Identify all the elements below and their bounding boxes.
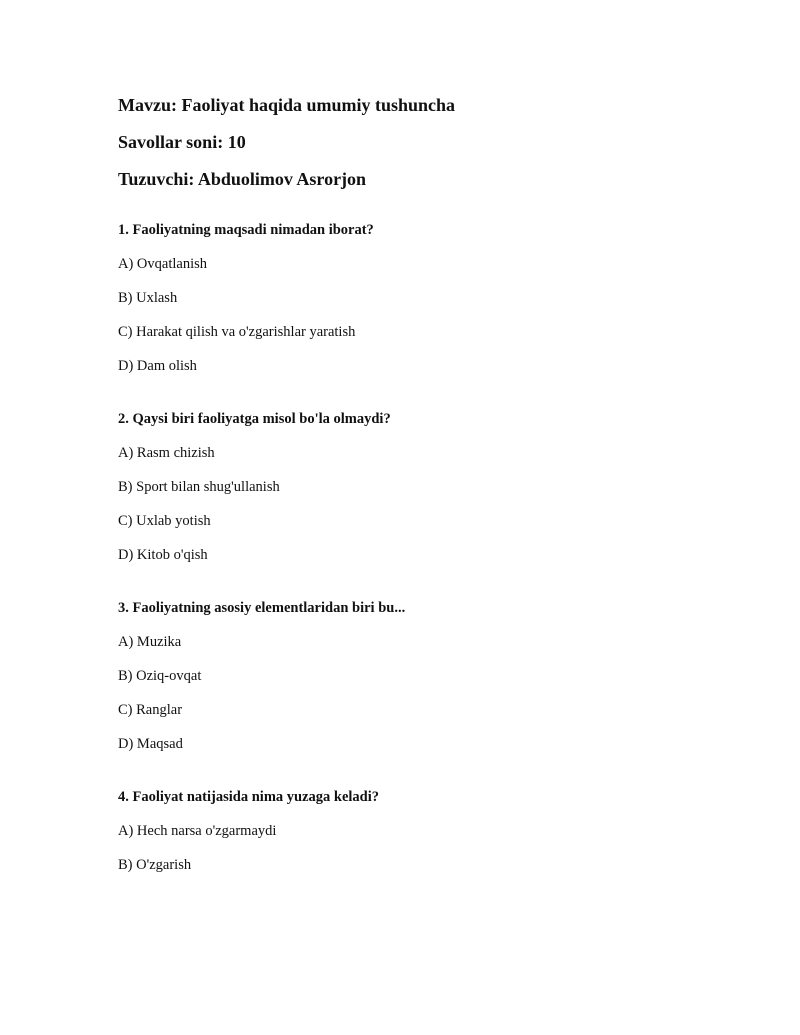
author-heading: Tuzuvchi: Abduolimov Asrorjon	[118, 169, 367, 189]
question-title: 1. Faoliyatning maqsadi nimadan iborat?	[118, 222, 374, 238]
option-b: B) Oziq-ovqat	[118, 668, 202, 684]
question-title: 4. Faoliyat natijasida nima yuzaga keladi?	[118, 789, 380, 805]
option-d: D) Dam olish	[118, 358, 197, 374]
option-c: C) Harakat qilish va o'zgarishlar yaratish	[118, 324, 356, 340]
question-3	[118, 599, 758, 753]
option-d: D) Maqsad	[118, 736, 183, 752]
question-2	[118, 410, 758, 564]
option-a: A) Rasm chizish	[118, 445, 215, 461]
question-4	[118, 788, 758, 874]
option-a: A) Ovqatlanish	[118, 256, 207, 272]
option-b: B) Uxlash	[118, 290, 178, 306]
option-d: D) Kitob o'qish	[118, 547, 208, 563]
option-b: B) O'zgarish	[118, 857, 192, 873]
topic-heading: Mavzu: Faoliyat haqida umumiy tushuncha	[118, 95, 456, 115]
document-page	[118, 94, 758, 909]
option-a: A) Muzika	[118, 634, 182, 650]
question-title: 2. Qaysi biri faoliyatga misol bo'la olmaydi?	[118, 411, 391, 427]
question-1	[118, 221, 758, 375]
option-c: C) Uxlab yotish	[118, 513, 211, 529]
option-b: B) Sport bilan shug'ullanish	[118, 479, 280, 495]
option-a: A) Hech narsa o'zgarmaydi	[118, 823, 277, 839]
question-title: 3. Faoliyatning asosiy elementlaridan biri bu...	[118, 600, 406, 616]
option-c: C) Ranglar	[118, 702, 183, 718]
document-header	[118, 94, 758, 190]
question-count-heading: Savollar soni: 10	[118, 132, 246, 152]
